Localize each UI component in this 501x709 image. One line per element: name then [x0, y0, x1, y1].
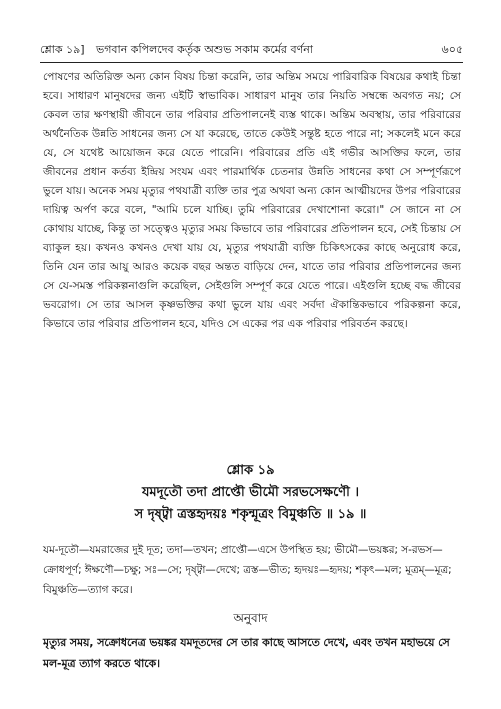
verse-line-1: যমদূতৌ তদা প্রাপ্তৌ ভীমৌ সরভসেক্ষণৌ । [141, 485, 360, 500]
verse-line-2: স দৃষ্ট্বা ত্রস্তহৃদয়ঃ শকৃন্মূত্রং বিমুঞ্চতি ॥ ১৯ ॥ [134, 507, 367, 522]
header-verse-ref: শ্লোক ১৯] [40, 43, 85, 56]
header-chapter-title: ভগবান কপিলদেব কর্তৃক অশুভ সকাম কর্মের বর্ণনা [96, 43, 313, 56]
page-number: ৬০৫ [441, 43, 463, 56]
synonyms-paragraph: যম-দূতৌ—যমরাজের দুই দূত; তদা—তখন; প্রাপ্তৌ—এসে উপস্থিত হয়; ভীমৌ—ভয়ঙ্কর; স-রভস—ক্রোধপূর্ণ; ঈক্ষণৌ—চক্ষু; সঃ—সে; দৃষ্ট্বা—দেখে; ত্রস্ত—ভীত; হৃদয়ঃ—হৃদয়; শকৃৎ—মল; মূত্রম্—মূত্র; বিমুঞ্চতি—ত্যাগ করে। [43, 544, 452, 596]
translation-paragraph: মৃত্যুর সময়, সক্রোধনেত্র ভয়ঙ্কর যমদূতদের সে তার কাছে আসতে দেখে, এবং তখন মহাভয়ে সে মল-মূত্র ত্যাগ করতে থাকে। [43, 636, 450, 670]
translation-heading: অনুবাদ [233, 611, 268, 625]
running-header [40, 40, 463, 60]
purport-paragraph: পোষণের অতিরিক্ত অন্য কোন বিষয় চিন্তা করেনি, তার অন্তিম সময়ে পারিবারিক বিষয়ের কথাই চিন্তা হবে। সাধারণ মানুষদের জন্য এইটি স্বাভাবিক। সাধারণ মানুষ তার নিয়তি সম্বন্ধে অবগত নয়; সে কেবল তার ক্ষণস্থায়ী জীবনে তার পরিবার প্রতিপালনেই ব্যস্ত থাকে। অন্তিম অবস্থায়, তার পরিবারের অর্থনৈতিক উন্নতি সাধনের জন্য সে যা করেছে, তাতে কেউই সন্তুষ্ট হতে পারে না; সকলেই মনে করে যে, সে যথেষ্ট আয়োজন করে যেতে পারেনি। পরিবারের প্রতি এই গভীর আসক্তির ফলে, তার জীবনের প্রধান কর্তব্য ইন্দ্রিয় সংযম এবং পারমার্থিক চেতনার উন্নতি সাধনের কথা সে সম্পূর্ণরূপে ভুলে যায়। অনেক সময় মৃত্যুর পথযাত্রী ব্যক্তি তার পুত্র অথবা অন্য কোন আত্মীয়দের উপর পরিবারের দায়িত্ব অর্পণ করে বলে, "আমি চলে যাচ্ছি। তুমি পরিবারের দেখাশোনা করো।" সে জানে না সে কোথায় যাচ্ছে, কিন্তু তা সত্ত্বেও মৃত্যুর সময় কিভাবে তার পরিবারের প্রতিপালন হবে, সেই চিন্তায় সে ব্যাকুল হয়। কখনও কখনও দেখা যায় যে, মৃত্যুর পথযাত্রী ব্যক্তি চিকিৎসকের কাছে অনুরোধ করে, তিনি যেন তার আয়ু আরও কয়েক বছর অন্তত বাড়িয়ে দেন, যাতে তার পরিবার প্রতিপালনের জন্য সে যে-সমস্ত পরিকল্পনাগুলি করেছিল, সেইগুলি সম্পূর্ণ করে যেতে পারে। এইগুলি হচ্ছে বদ্ধ জীবের ভবরোগ। সে তার আসল কৃষ্ণভক্তির কথা ভুলে যায় এবং সর্বদা ঐকান্তিকভাবে পরিকল্পনা করে, কিভাবে তার পরিবার প্রতিপালন হবে, যদিও সে একের পর এক পরিবার পরিবর্তন করছে। [43, 71, 461, 330]
verse-heading: শ্লোক ১৯ [226, 463, 275, 478]
header-divider [40, 62, 463, 63]
